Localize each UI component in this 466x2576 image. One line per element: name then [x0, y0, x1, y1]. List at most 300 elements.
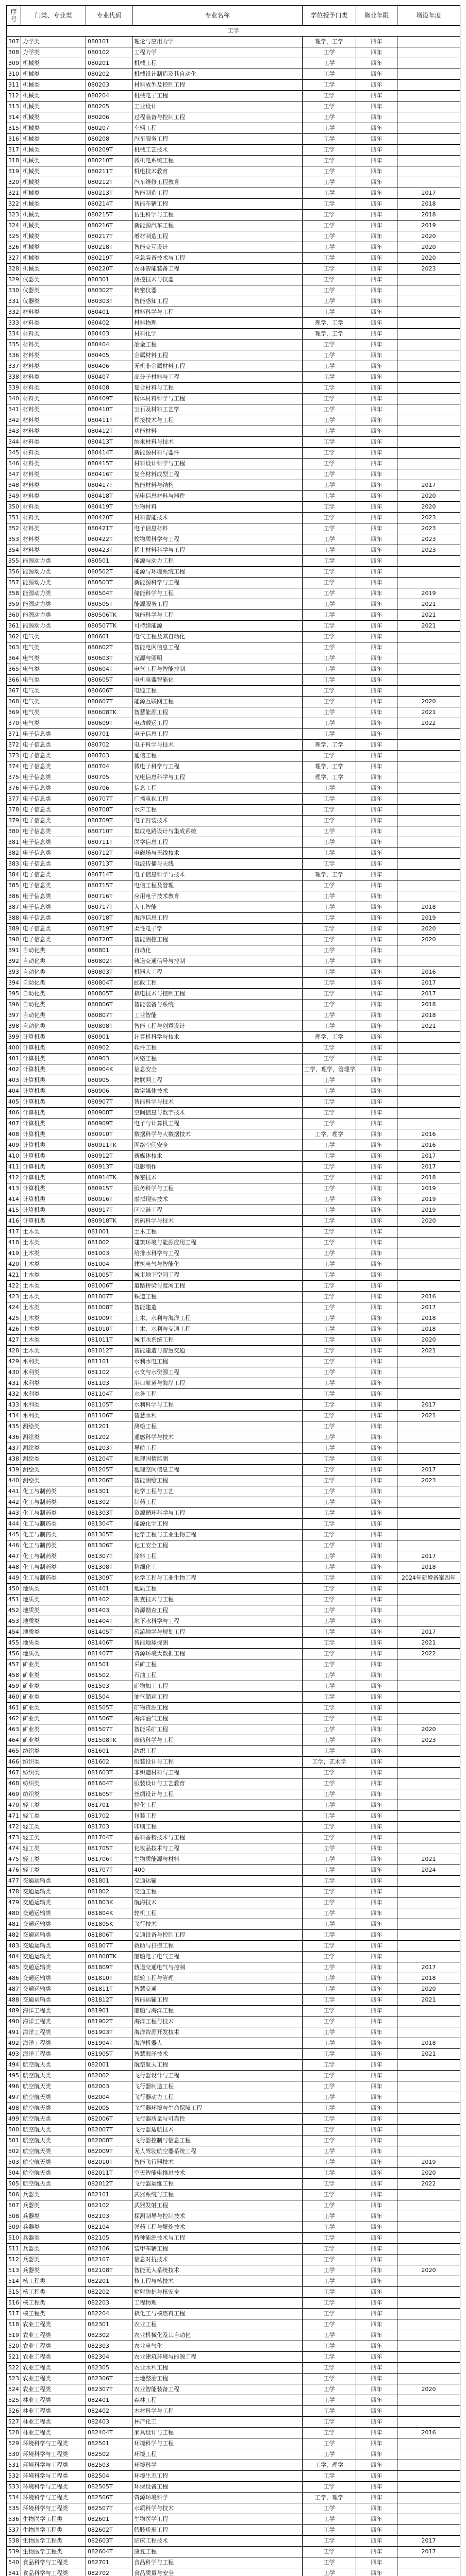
row-number: 319	[7, 166, 21, 177]
row-number: 504	[7, 2168, 21, 2179]
category-cell: 电子信息类	[21, 794, 86, 805]
table-row	[7, 1735, 460, 1746]
major-name-cell: 智能交互设计	[132, 242, 303, 253]
table-row	[7, 967, 460, 978]
table-row	[7, 1941, 460, 1952]
major-code-cell: 080720T	[86, 935, 132, 945]
duration-cell: 四年	[356, 1768, 397, 1778]
category-cell: 材料类	[21, 459, 86, 469]
degree-cell: 工学	[303, 2233, 356, 2244]
duration-cell: 四年	[356, 156, 397, 166]
major-name-cell: 仿生科学与工程	[132, 210, 303, 221]
major-name-cell: 生物医学工程	[132, 2514, 303, 2525]
year-added-cell	[397, 1054, 460, 1064]
table-row	[7, 1519, 460, 1530]
row-number: 538	[7, 2536, 21, 2547]
duration-cell: 四年	[356, 404, 397, 415]
table-row	[7, 588, 460, 599]
row-number: 390	[7, 935, 21, 945]
major-code-cell: 080709T	[86, 816, 132, 826]
major-catalog-table	[6, 5, 460, 2576]
year-added-cell	[397, 2341, 460, 2352]
major-name-cell: 土木、水利与交通工程	[132, 1324, 303, 1335]
major-name-cell: 服务科学与工程	[132, 1183, 303, 1194]
category-cell: 自动化类	[21, 1021, 86, 1032]
category-cell: 航空航天类	[21, 2125, 86, 2136]
table-row	[7, 1108, 460, 1118]
row-number: 454	[7, 1627, 21, 1638]
table-row	[7, 296, 460, 307]
row-number: 380	[7, 826, 21, 837]
category-cell: 纺织类	[21, 1778, 86, 1789]
table-row	[7, 1973, 460, 1984]
year-added-cell: 2020	[397, 502, 460, 513]
row-number: 328	[7, 264, 21, 275]
duration-cell: 四年	[356, 740, 397, 751]
category-cell: 兵器类	[21, 2222, 86, 2233]
degree-cell: 工学	[303, 1616, 356, 1627]
category-cell: 电气类	[21, 632, 86, 642]
duration-cell: 四年	[356, 599, 397, 610]
major-name-cell: 智慧交通	[132, 1984, 303, 1995]
row-number: 416	[7, 1216, 21, 1227]
duration-cell: 四年	[356, 2319, 397, 2330]
table-row	[7, 1021, 460, 1032]
degree-cell: 工学	[303, 729, 356, 740]
major-code-cell: 080604T	[86, 664, 132, 675]
year-added-cell: 2020	[397, 2168, 460, 2179]
degree-cell: 工学	[303, 2330, 356, 2341]
category-cell: 电子信息类	[21, 783, 86, 794]
year-added-cell	[397, 2319, 460, 2330]
major-name-cell: 邮政工程	[132, 978, 303, 989]
table-row	[7, 1281, 460, 1292]
duration-cell: 四年	[356, 285, 397, 296]
degree-cell: 工学	[303, 188, 356, 199]
degree-cell: 工学	[303, 2244, 356, 2255]
year-added-cell	[397, 404, 460, 415]
year-added-cell: 2021	[397, 621, 460, 632]
table-row	[7, 2493, 460, 2503]
major-name-cell: 资源环境科学	[132, 2493, 303, 2503]
year-added-cell	[397, 632, 460, 642]
year-added-cell	[397, 329, 460, 340]
row-number: 388	[7, 913, 21, 924]
degree-cell: 工学	[303, 848, 356, 859]
major-name-cell: 地质工程	[132, 1584, 303, 1595]
degree-cell: 工学	[303, 578, 356, 588]
major-name-cell: 食品质量与安全	[132, 2568, 303, 2576]
row-number: 484	[7, 1952, 21, 1962]
table-row	[7, 1357, 460, 1367]
major-code-cell: 080911TK	[86, 1140, 132, 1151]
major-name-cell: 电信工程及管理	[132, 880, 303, 891]
year-added-cell	[397, 307, 460, 318]
row-number: 491	[7, 2027, 21, 2038]
degree-cell: 工学	[303, 2503, 356, 2514]
table-row	[7, 1194, 460, 1205]
row-number: 378	[7, 805, 21, 816]
table-row	[7, 1540, 460, 1551]
year-added-cell	[397, 2330, 460, 2341]
row-number: 481	[7, 1919, 21, 1930]
category-cell: 测绘类	[21, 1432, 86, 1443]
duration-cell: 四年	[356, 1519, 397, 1530]
table-row	[7, 1432, 460, 1443]
major-name-cell: 新媒体技术	[132, 1151, 303, 1162]
table-row	[7, 2438, 460, 2449]
category-cell: 材料类	[21, 361, 86, 372]
degree-cell: 工学	[303, 1476, 356, 1486]
table-row	[7, 199, 460, 210]
year-added-cell: 2016	[397, 1140, 460, 1151]
category-cell: 计算机类	[21, 1194, 86, 1205]
year-added-cell	[397, 1843, 460, 1854]
major-code-cell: 080606T	[86, 686, 132, 697]
degree-cell: 工学	[303, 1227, 356, 1238]
major-name-cell: 金属材料工程	[132, 350, 303, 361]
major-code-cell: 082202	[86, 2287, 132, 2298]
year-added-cell: 2018	[397, 1173, 460, 1183]
major-name-cell: 材料智能技术	[132, 513, 303, 523]
degree-cell: 工学	[303, 2547, 356, 2557]
degree-cell: 工学	[303, 2255, 356, 2265]
row-number: 502	[7, 2146, 21, 2157]
row-number: 522	[7, 2363, 21, 2374]
major-name-cell: 地理国情监测	[132, 1454, 303, 1465]
category-cell: 生物医学工程类	[21, 2547, 86, 2557]
duration-cell: 四年	[356, 383, 397, 394]
degree-cell: 工学	[303, 1995, 356, 2006]
category-cell: 计算机类	[21, 1043, 86, 1054]
duration-cell: 四年	[356, 1032, 397, 1043]
major-name-cell: 资源环境大数据工程	[132, 1649, 303, 1659]
degree-cell: 工学	[303, 1508, 356, 1519]
major-code-cell: 081901	[86, 2006, 132, 2016]
table-row	[7, 2557, 460, 2568]
year-added-cell	[397, 2514, 460, 2525]
major-code-cell: 080301	[86, 275, 132, 285]
year-added-cell	[397, 2125, 460, 2136]
category-cell: 电子信息类	[21, 816, 86, 826]
year-added-cell	[397, 2114, 460, 2125]
duration-cell: 四年	[356, 1183, 397, 1194]
row-number: 508	[7, 2211, 21, 2222]
table-row	[7, 340, 460, 350]
year-added-cell	[397, 394, 460, 404]
table-row	[7, 469, 460, 480]
degree-cell: 工学	[303, 1173, 356, 1183]
table-row	[7, 415, 460, 426]
degree-cell: 工学	[303, 1692, 356, 1703]
major-code-cell: 082506T	[86, 2493, 132, 2503]
year-added-cell	[397, 69, 460, 80]
degree-cell: 工学	[303, 534, 356, 545]
major-code-cell: 082011T	[86, 2168, 132, 2179]
duration-cell: 四年	[356, 2222, 397, 2233]
major-code-cell: 081805K	[86, 1919, 132, 1930]
category-cell: 交通运输类	[21, 1973, 86, 1984]
major-name-cell: 食品科学与工程	[132, 2557, 303, 2568]
duration-cell: 四年	[356, 1476, 397, 1486]
year-added-cell	[397, 2503, 460, 2514]
major-code-cell: 082603T	[86, 2536, 132, 2547]
major-name-cell: 水声工程	[132, 805, 303, 816]
degree-cell: 工学	[303, 1876, 356, 1887]
year-added-cell	[397, 1800, 460, 1811]
degree-cell: 工学	[303, 2092, 356, 2103]
year-added-cell: 2017	[397, 188, 460, 199]
duration-cell: 四年	[356, 1638, 397, 1649]
year-added-cell	[397, 2287, 460, 2298]
degree-cell: 工学	[303, 1389, 356, 1400]
duration-cell: 四年	[356, 2081, 397, 2092]
table-row	[7, 1378, 460, 1389]
year-added-cell	[397, 578, 460, 588]
major-name-cell: 飞行器环境与生命保障工程	[132, 2103, 303, 2114]
table-row	[7, 1843, 460, 1854]
category-cell: 纺织类	[21, 1757, 86, 1768]
table-row	[7, 1486, 460, 1497]
major-name-cell: 电子信息科学与技术	[132, 870, 303, 880]
major-name-cell: 轨道交通信号与控制	[132, 956, 303, 967]
category-cell: 材料类	[21, 480, 86, 491]
duration-cell: 四年	[356, 80, 397, 91]
major-code-cell: 080707T	[86, 794, 132, 805]
duration-cell: 四年	[356, 1497, 397, 1508]
major-name-cell: 空天智能电推进技术	[132, 2168, 303, 2179]
row-number: 509	[7, 2222, 21, 2233]
major-name-cell: 功能材料	[132, 426, 303, 437]
major-code-cell: 081007T	[86, 1292, 132, 1302]
major-code-cell: 080704	[86, 761, 132, 772]
table-row	[7, 2222, 460, 2233]
row-number: 340	[7, 394, 21, 404]
year-added-cell	[397, 1681, 460, 1692]
degree-cell: 工学	[303, 1054, 356, 1064]
duration-cell: 四年	[356, 2244, 397, 2255]
row-number: 315	[7, 123, 21, 134]
major-code-cell: 080214T	[86, 199, 132, 210]
major-code-cell: 082001	[86, 2060, 132, 2071]
degree-cell: 工学	[303, 1302, 356, 1313]
table-row	[7, 134, 460, 145]
degree-cell: 工学	[303, 2157, 356, 2168]
category-cell: 自动化类	[21, 945, 86, 956]
major-name-cell: 计算机科学与技术	[132, 1032, 303, 1043]
major-code-cell: 081105T	[86, 1400, 132, 1411]
duration-cell: 四年	[356, 1540, 397, 1551]
category-cell: 水利类	[21, 1357, 86, 1367]
degree-cell: 工学	[303, 134, 356, 145]
major-name-cell: 医学信息工程	[132, 837, 303, 848]
year-added-cell: 2019	[397, 221, 460, 231]
category-cell: 电子信息类	[21, 880, 86, 891]
table-row	[7, 1162, 460, 1173]
category-cell: 航空航天类	[21, 2136, 86, 2146]
major-code-cell: 082003	[86, 2081, 132, 2092]
category-cell: 材料类	[21, 513, 86, 523]
row-number: 486	[7, 1973, 21, 1984]
row-number: 490	[7, 2016, 21, 2027]
table-row	[7, 350, 460, 361]
degree-cell: 工学	[303, 2395, 356, 2406]
degree-cell: 工学	[303, 599, 356, 610]
row-number: 369	[7, 707, 21, 718]
year-added-cell	[397, 1032, 460, 1043]
year-added-cell	[397, 826, 460, 837]
major-code-cell: 080915T	[86, 1183, 132, 1194]
category-cell: 水利类	[21, 1378, 86, 1389]
year-added-cell	[397, 653, 460, 664]
duration-cell: 四年	[356, 556, 397, 567]
year-added-cell: 2020	[397, 242, 460, 253]
major-name-cell: 通信工程	[132, 751, 303, 761]
major-code-cell: 080601	[86, 632, 132, 642]
table-row	[7, 1789, 460, 1800]
major-code-cell: 081501	[86, 1659, 132, 1670]
major-name-cell: 制药工程	[132, 1497, 303, 1508]
row-number: 420	[7, 1259, 21, 1270]
major-name-cell: 能源互联网工程	[132, 697, 303, 707]
table-row	[7, 2406, 460, 2417]
major-code-cell: 080608TK	[86, 707, 132, 718]
row-number: 329	[7, 275, 21, 285]
category-cell: 水利类	[21, 1411, 86, 1421]
category-cell: 矿业类	[21, 1724, 86, 1735]
category-cell: 电气类	[21, 718, 86, 729]
major-name-cell: 电机电器智能化	[132, 675, 303, 686]
year-added-cell: 2016	[397, 967, 460, 978]
category-cell: 航空航天类	[21, 2071, 86, 2081]
category-cell: 地质类	[21, 1627, 86, 1638]
category-cell: 交通运输类	[21, 1995, 86, 2006]
major-name-cell: 环境工程	[132, 2449, 303, 2460]
row-number: 494	[7, 2060, 21, 2071]
major-code-cell: 081101	[86, 1357, 132, 1367]
table-row	[7, 437, 460, 448]
degree-cell: 工学	[303, 2374, 356, 2384]
degree-cell: 工学	[303, 1281, 356, 1292]
year-added-cell	[397, 2482, 460, 2493]
category-cell: 地质类	[21, 1595, 86, 1605]
table-row	[7, 1064, 460, 1075]
degree-cell: 工学	[303, 2114, 356, 2125]
row-number: 471	[7, 1811, 21, 1822]
major-code-cell: 080907T	[86, 1097, 132, 1108]
degree-cell: 工学	[303, 1649, 356, 1659]
duration-cell: 四年	[356, 2038, 397, 2049]
table-row	[7, 1573, 460, 1584]
major-name-cell: 智能测绘工程	[132, 1476, 303, 1486]
major-code-cell: 082104	[86, 2222, 132, 2233]
major-code-cell: 080807T	[86, 1010, 132, 1021]
major-name-cell: 矿物加工工程	[132, 1681, 303, 1692]
category-cell: 能源动力类	[21, 578, 86, 588]
year-added-cell	[397, 2006, 460, 2016]
degree-cell: 工学	[303, 2406, 356, 2417]
major-name-cell: 储能科学与工程	[132, 588, 303, 599]
row-number: 412	[7, 1173, 21, 1183]
major-name-cell: 假肢矫形工程	[132, 2525, 303, 2536]
table-row	[7, 2482, 460, 2493]
category-cell: 计算机类	[21, 1205, 86, 1216]
table-row	[7, 1746, 460, 1757]
degree-cell: 工学	[303, 502, 356, 513]
table-row	[7, 870, 460, 880]
major-name-cell: 应用电子技术教育	[132, 891, 303, 902]
major-code-cell: 081706T	[86, 1854, 132, 1865]
year-added-cell	[397, 1897, 460, 1908]
year-added-cell	[397, 1248, 460, 1259]
table-row	[7, 1897, 460, 1908]
degree-cell: 工学，理学	[303, 1129, 356, 1140]
category-cell: 航空航天类	[21, 2092, 86, 2103]
row-number: 309	[7, 58, 21, 69]
major-code-cell: 082108T	[86, 2265, 132, 2276]
major-name-cell: 水质科学与技术	[132, 2503, 303, 2514]
degree-cell: 工学	[303, 1897, 356, 1908]
degree-cell: 工学	[303, 242, 356, 253]
table-row	[7, 2136, 460, 2146]
major-code-cell: 081703	[86, 1822, 132, 1833]
year-added-cell: 2017	[397, 2536, 460, 2547]
table-row	[7, 1584, 460, 1595]
category-cell: 海洋工程类	[21, 2027, 86, 2038]
category-cell: 电子信息类	[21, 740, 86, 751]
major-name-cell: 材料化学	[132, 329, 303, 340]
year-added-cell: 2018	[397, 199, 460, 210]
table-row	[7, 545, 460, 556]
row-number: 443	[7, 1508, 21, 1519]
table-row	[7, 1367, 460, 1378]
category-cell: 土木类	[21, 1248, 86, 1259]
row-number: 513	[7, 2265, 21, 2276]
category-cell: 力学类	[21, 37, 86, 47]
category-cell: 仪器类	[21, 275, 86, 285]
section-title: 工学	[7, 26, 460, 37]
category-cell: 矿业类	[21, 1692, 86, 1703]
degree-cell: 工学	[303, 751, 356, 761]
year-added-cell: 2020	[397, 253, 460, 264]
category-cell: 核工程类	[21, 2298, 86, 2309]
category-cell: 轻工类	[21, 1865, 86, 1876]
major-name-cell: 空间信息与数字技术	[132, 1108, 303, 1118]
row-number: 365	[7, 664, 21, 675]
row-number: 391	[7, 945, 21, 956]
row-number: 537	[7, 2525, 21, 2536]
category-cell: 矿业类	[21, 1670, 86, 1681]
duration-cell: 四年	[356, 350, 397, 361]
row-number: 399	[7, 1032, 21, 1043]
major-name-cell: 飞行器动力工程	[132, 2092, 303, 2103]
year-added-cell: 2017	[397, 1302, 460, 1313]
year-added-cell	[397, 1281, 460, 1292]
category-cell: 轻工类	[21, 1854, 86, 1865]
major-code-cell: 082005	[86, 2103, 132, 2114]
major-name-cell: 机械工程	[132, 58, 303, 69]
category-cell: 机械类	[21, 58, 86, 69]
table-row	[7, 329, 460, 340]
category-cell: 兵器类	[21, 2244, 86, 2255]
degree-cell: 工学	[303, 1432, 356, 1443]
row-number: 386	[7, 891, 21, 902]
category-cell: 农业工程类	[21, 2363, 86, 2374]
category-cell: 能源动力类	[21, 621, 86, 632]
table-row	[7, 480, 460, 491]
degree-cell: 工学	[303, 1605, 356, 1616]
row-number: 322	[7, 199, 21, 210]
